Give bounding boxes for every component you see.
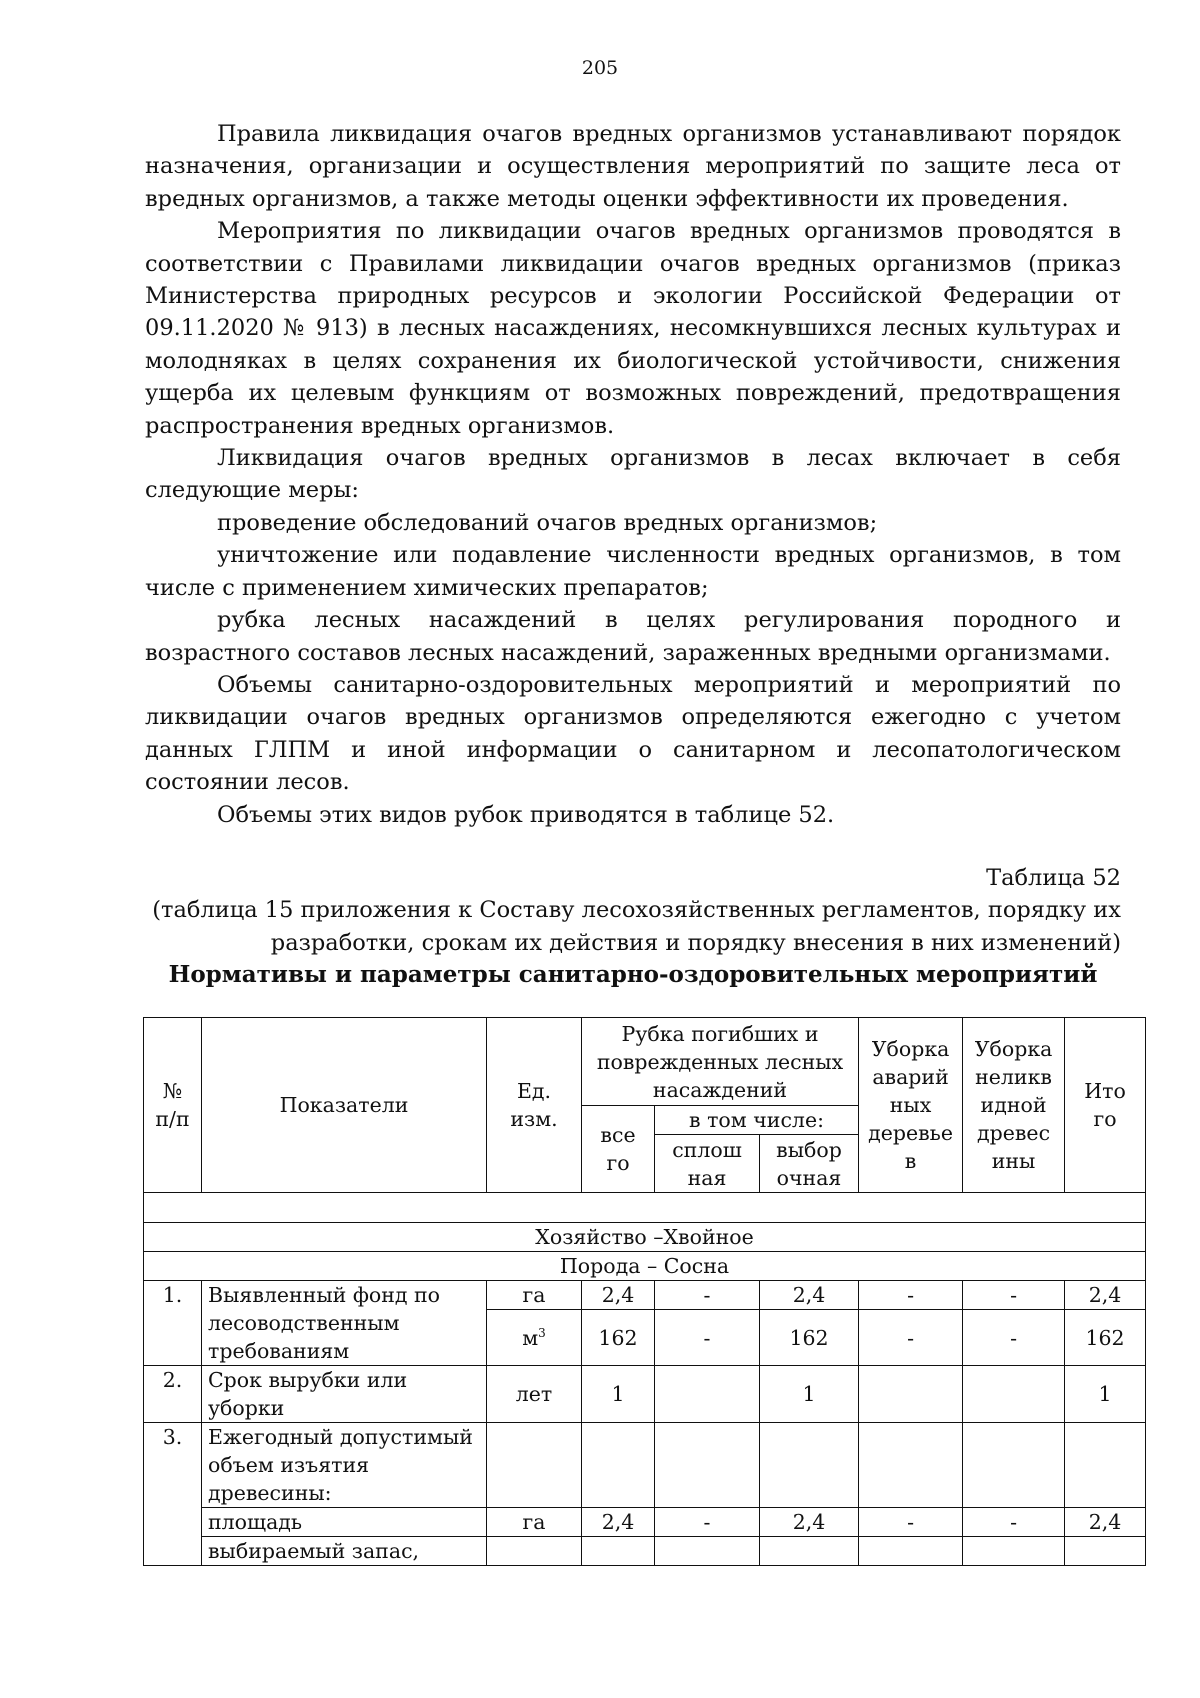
cell-total: 162 (582, 1310, 655, 1366)
cell-illiquid (963, 1366, 1065, 1423)
cell-grand-total: 2,4 (1065, 1281, 1146, 1310)
unit-text: м (522, 1325, 539, 1350)
header-unit: Ед. изм. (487, 1018, 582, 1193)
table-row (144, 1537, 1146, 1566)
header-windfall: Уборка аварий ных деревье в (859, 1018, 963, 1193)
row-label: выбираемый запас, (202, 1537, 487, 1566)
cell-unit: лет (487, 1366, 582, 1423)
cell-illiquid: - (963, 1281, 1065, 1310)
paragraph: рубка лесных насаждений в целях регулирования породного и возрастного составов лесных насаждений, зараженных вредными организмами. (145, 607, 1121, 666)
cell-unit (487, 1310, 582, 1366)
cell-windfall: - (859, 1310, 963, 1366)
cell-illiquid: - (963, 1508, 1065, 1537)
paragraph: Мероприятия по ликвидации очагов вредных организмов проводятся в соответствии с Правилами ликвидации очагов вредных организмов (приказ Министерства природных ресурсов и экологии Российской Федерации от 09.11.2020 № 913) в лесных насаждениях, несомкнувшихся лесных культурах и молодняках в целях сохранения их биологической устойчивости, снижения ущерба их целевым функциям от возможных повреждений, предотвращения распространения вредных организмов. (145, 218, 1121, 439)
header-illiquid: Уборка неликв идной древес ины (963, 1018, 1065, 1193)
header-clear: сплош ная (655, 1135, 760, 1193)
header-felling: Рубка погибших и поврежденных лесных насаждений (582, 1018, 859, 1106)
paragraph: Ликвидация очагов вредных организмов в лесах включает в себя следующие меры: (145, 445, 1121, 504)
cell-windfall: - (859, 1508, 963, 1537)
cell-windfall: - (859, 1281, 963, 1310)
cell-total: 1 (582, 1366, 655, 1423)
cell-grand-total: 2,4 (1065, 1508, 1146, 1537)
body-text (145, 118, 1121, 831)
cell-unit: га (487, 1281, 582, 1310)
table-row (144, 1508, 1146, 1537)
subsection-row: Порода – Сосна (144, 1252, 1146, 1281)
norms-table (143, 1017, 1146, 1566)
cell-grand-total: 162 (1065, 1310, 1146, 1366)
header-indicator: Показатели (202, 1018, 487, 1193)
section-row: Хозяйство –Хвойное (144, 1223, 1146, 1252)
cell-windfall (859, 1366, 963, 1423)
header-including: в том числе: (655, 1106, 859, 1135)
unit-superscript: 3 (538, 1325, 546, 1340)
row-label: Срок вырубки или уборки (202, 1366, 487, 1423)
cell-total: 2,4 (582, 1281, 655, 1310)
table-row (144, 1366, 1146, 1423)
row-label: Ежегодный допустимый объем изъятия древесины: (202, 1423, 487, 1508)
paragraph: Объемы этих видов рубок приводятся в таблице 52. (217, 801, 835, 828)
header-num: № п/п (144, 1018, 202, 1193)
header-total: все го (582, 1106, 655, 1193)
cell-illiquid: - (963, 1310, 1065, 1366)
row-num: 1. (144, 1281, 202, 1366)
cell-clear (655, 1366, 760, 1423)
header-selective: выбор очная (760, 1135, 859, 1193)
paragraph: Объемы санитарно-оздоровительных мероприятий и мероприятий по ликвидации очагов вредных организмов определяются ежегодно с учетом данных ГЛПМ и иной информации о санитарном и лесопатологическом состоянии лесов. (145, 671, 1121, 796)
row-label: площадь (202, 1508, 487, 1537)
paragraph: Правила ликвидация очагов вредных организмов устанавливают порядок назначения, организации и осуществления мероприятий по защите леса от вредных организмов, а также методы оценки эффективности их проведения. (145, 121, 1121, 212)
cell-selective: 1 (760, 1366, 859, 1423)
paragraph: уничтожение или подавление численности вредных организмов, в том числе с применением химических препаратов; (145, 542, 1121, 601)
cell-grand-total: 1 (1065, 1366, 1146, 1423)
table-number: Таблица 52 (986, 865, 1121, 891)
row-num: 3. (144, 1423, 202, 1566)
cell-unit: га (487, 1508, 582, 1537)
cell-clear: - (655, 1508, 760, 1537)
table-caption (145, 862, 1121, 992)
cell-selective: 2,4 (760, 1508, 859, 1537)
empty-row (144, 1193, 1146, 1223)
header-grand-total: Ито го (1065, 1018, 1146, 1193)
table-row (144, 1423, 1146, 1508)
row-label: Выявленный фонд по лесоводственным требованиям (202, 1281, 487, 1366)
cell-selective: 2,4 (760, 1281, 859, 1310)
paragraph: проведение обследований очагов вредных организмов; (217, 509, 878, 536)
table-title: Нормативы и параметры санитарно-оздоровительных мероприятий (168, 961, 1098, 989)
page-number: 205 (581, 57, 619, 79)
cell-clear: - (655, 1310, 760, 1366)
cell-selective: 162 (760, 1310, 859, 1366)
table-source-note: (таблица 15 приложения к Составу лесохозяйственных регламентов, порядку их разработки, срокам их действия и порядку внесения в них изменений) (152, 897, 1121, 956)
row-num: 2. (144, 1366, 202, 1423)
table-row (144, 1281, 1146, 1310)
cell-total: 2,4 (582, 1508, 655, 1537)
cell-clear: - (655, 1281, 760, 1310)
